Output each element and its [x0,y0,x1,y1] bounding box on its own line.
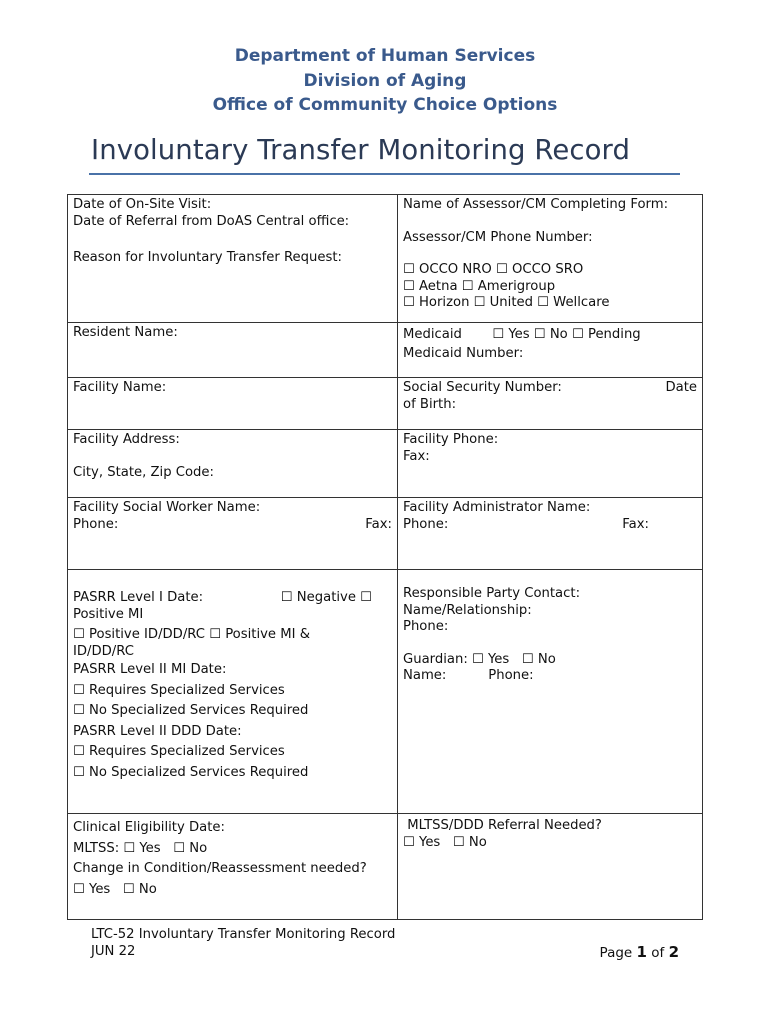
social-worker-fax-label: Fax: [365,516,392,532]
resident-name-label: Resident Name: [73,325,178,340]
office-name: Office of Community Choice Options [212,95,558,115]
agency-header [0,44,770,118]
org-checkboxes-1[interactable]: ☐ OCCO NRO ☐ OCCO SRO [403,262,584,277]
pasrr2-ddd-label: PASRR Level II DDD Date: [73,723,242,739]
facility-phone-label: Facility Phone: [403,432,499,447]
mltss-referral-cell[interactable] [398,814,703,920]
ssn-cell[interactable] [398,378,703,430]
dob-label-part1: Date [665,380,697,395]
assessor-cell[interactable] [398,195,703,323]
org-checkboxes-3[interactable]: ☐ Horizon ☐ United ☐ Wellcare [403,295,610,310]
mltss-referral-label: MLTSS/DDD Referral Needed? [403,818,602,833]
row-facility-ssn [68,378,703,430]
medicaid-label: Medicaid [403,327,462,342]
mltss-checkboxes[interactable]: MLTSS: ☐ Yes ☐ No [73,840,208,856]
positive-id-checkboxes[interactable]: ☐ Positive ID/DD/RC ☐ Positive MI & [73,627,310,642]
pasrr2-mi-label: PASRR Level II MI Date: [73,662,227,677]
mltss-referral-checkboxes[interactable]: ☐ Yes ☐ No [403,834,487,850]
responsible-party-label: Responsible Party Contact: [403,586,581,601]
assessor-name-label: Name of Assessor/CM Completing Form: [403,197,669,212]
row-resident-medicaid [68,323,703,378]
visit-date-label: Date of On-Site Visit: [73,197,212,212]
guardian-name-phone-label: Name: Phone: [403,668,534,683]
department-name: Department of Human Services [234,46,536,66]
of-word: of [651,945,665,961]
mi-no-checkbox[interactable]: ☐ No Specialized Services Required [73,703,309,718]
org-checkboxes-2[interactable]: ☐ Aetna ☐ Amerigroup [403,278,556,294]
ddd-no-checkbox[interactable]: ☐ No Specialized Services Required [73,764,309,780]
clinical-cell[interactable] [68,814,398,920]
change-condition-label: Change in Condition/Reassessment needed? [73,861,367,876]
administrator-fax-label: Fax: [622,516,649,532]
facility-name-label: Facility Name: [73,380,167,395]
row-clinical-mltss [68,814,703,920]
dob-label-part2: of Birth: [403,396,457,412]
medicaid-options[interactable]: ☐ Yes ☐ No ☐ Pending [492,327,641,342]
current-page: 1 [636,943,647,961]
resident-cell[interactable] [68,323,398,378]
form-code-name: LTC-52 Involuntary Transfer Monitoring Record [91,927,396,942]
referral-date-label: Date of Referral from DoAS Central office: [73,213,350,229]
administrator-phone-label: Phone: [403,516,449,532]
medicaid-cell[interactable] [398,323,703,378]
guardian-checkboxes[interactable]: Guardian: ☐ Yes ☐ No [403,651,556,667]
social-worker-cell[interactable] [68,498,398,570]
ssn-label: Social Security Number: [403,380,562,395]
name-relationship-label: Name/Relationship: [403,602,532,618]
row-pasrr-responsible [68,570,703,814]
form-title: Involuntary Transfer Monitoring Record [91,134,631,166]
facility-phone-cell[interactable] [398,430,703,498]
row-visit-assessor [68,195,703,323]
total-pages: 2 [668,943,679,961]
visit-cell[interactable] [68,195,398,323]
social-worker-label: Facility Social Worker Name: [73,500,261,515]
reason-label: Reason for Involuntary Transfer Request: [73,250,342,265]
id-dd-rc-label: ID/DD/RC [73,643,134,659]
mi-requires-checkbox[interactable]: ☐ Requires Specialized Services [73,682,285,698]
responsible-party-cell[interactable] [398,570,703,814]
facility-name-cell[interactable] [68,378,398,430]
facility-address-cell[interactable] [68,430,398,498]
pasrr1-date-label: PASRR Level I Date: [73,590,204,605]
monitoring-form-table [67,194,703,920]
social-worker-phone-label: Phone: [73,516,119,532]
title-underline [89,173,680,175]
page-number [600,943,679,961]
pasrr-cell[interactable] [68,570,398,814]
administrator-cell[interactable] [398,498,703,570]
row-social-worker-admin [68,498,703,570]
positive-mi-label: Positive MI [73,606,144,622]
medicaid-number-label: Medicaid Number: [403,346,524,361]
city-state-zip-label: City, State, Zip Code: [73,464,214,480]
form-footer [91,926,395,960]
administrator-label: Facility Administrator Name: [403,500,591,515]
assessor-phone-label: Assessor/CM Phone Number: [403,229,593,245]
clinical-eligibility-label: Clinical Eligibility Date: [73,820,225,835]
ddd-requires-checkbox[interactable]: ☐ Requires Specialized Services [73,744,285,759]
change-condition-checkboxes[interactable]: ☐ Yes ☐ No [73,881,157,897]
responsible-phone-label: Phone: [403,619,449,634]
form-revision-date: JUN 22 [91,944,136,959]
facility-fax-label: Fax: [403,448,430,464]
pasrr1-negative-checkbox[interactable]: ☐ Negative ☐ [280,590,372,605]
facility-address-label: Facility Address: [73,432,180,447]
page-word: Page [599,945,633,961]
row-address-phone [68,430,703,498]
division-name: Division of Aging [303,70,467,91]
